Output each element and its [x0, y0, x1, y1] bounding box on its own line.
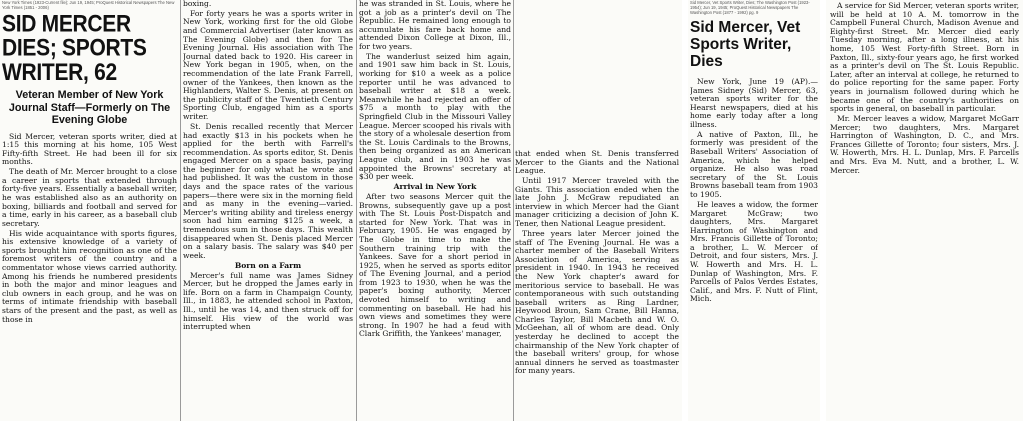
- nyt-source-line: New York Times (1923-Current file); Jun 19, 1945; ProQuest Historical Newspapers The New York Times (1851 - 2006): [2, 0, 175, 10]
- wapo-column: [690, 0, 818, 421]
- wapo-paragraph: He leaves a widow, the former Margaret McGraw; two daughters, Mrs. Margaret Harrington of Washington and Mrs. Francis Gillette of Toronto; a brother, L. W. Mercer of Detroit, and four sisters, Mrs. J. W. Howerth and Mrs. H. L. Dunlap of Washington, Mrs. F. Parcells of Palos Verdes Estates, Calif., and Mrs. F. Nutt of Flint, Mich.: [690, 199, 818, 304]
- nyt-column-2: [183, 0, 353, 421]
- nyt-paragraph: Three years later Mercer joined the staff of The Evening Journal. He was a charter member of the Baseball Writers Association of America, serving as president in 1940. In 1943 he received the New York chapter's award for meritorious service to baseball. He was contemporaneous with such outstanding baseball writers as Ring Lardner, Heywood Broun, Sam Crane, Bill Hanna, Charles Taylor, Bill Macbeth and W. O. McGeehan, all of whom are dead. Only yesterday he declined to accept the chairmanship of the New York chapter of the baseball writers' group, for whose annual dinners he served as toastmaster for many years.: [515, 228, 679, 376]
- nyt-paragraph: The wanderlust seized him again, and 1901 saw him back in St. Louis, working for $10 a week as a police reporter until he was advanced to baseball writer at $18 a week. Meanwhile he had rejected an offer of $75 a month to play with the Springfield Club in the Missouri Valley League. Mercer scooped his rivals with the story of a wholesale desertion from the St. Louis Cardinals to the Browns, then being organized as an American League club, and in 1903 he was appointed the Browns' secretary at $30 per week.: [359, 51, 511, 182]
- wapo-source-line: Sid Mercer, Vet Sports Writer, Dies; The Washington Post (1923-1954); Jun 19, 1945; ProQuest Historical Newspapers The Washington Post (1877 - 1992) pg. 9: [690, 0, 810, 15]
- nyt-paragraph: For forty years he was a sports writer in New York, working first for the old Globe and Commercial Advertiser (later known as The Evening Globe) and then for The Evening Journal. His association with The Journal dated back to 1920. His career in New York began in 1905, when, on the recommendation of the late Frank Farrell, owner of the Yankees, then known as the Highlanders, Walter S. Denis, at present on the publicity staff of the Twentieth Century Sporting Club, engaged him as a sports writer.: [183, 8, 353, 122]
- notice-paragraph: Mr. Mercer leaves a widow, Margaret McGarr Mercer; two daughters, Mrs. Margaret Harrington of Washington, D. C., and Mrs. Frances Gillette of Toronto; four sisters, Mrs. J. W. Howerth, Mrs. H. L. Dunlap, Mrs. F. Parcells and Mrs. Eva M. Nutt, and a brother, L. W. Mercer.: [830, 114, 1019, 175]
- nyt-subhead: Arrival in New York: [393, 182, 477, 192]
- nyt-paragraph: The death of Mr. Mercer brought to a close a career in sports that extended through forty-five years. Essentially a baseball writer, he was established also as an authority on boxing, billiards and football and served for a time, early in his career, as a baseball club secretary.: [2, 167, 177, 228]
- nyt-subheadline: Veteran Member of New York Journal Staff—Formerly on The Evening Globe: [8, 89, 171, 126]
- nyt-paragraph: he was stranded in St. Louis, where he got a job as a printer's devil on The Republic. He remained long enough to accumulate his fare back home and attended Dixon College at Dixon, Ill., for two years.: [359, 0, 511, 51]
- nyt-column-3: [359, 0, 511, 421]
- wapo-clipping: [688, 0, 820, 421]
- notice-column: [830, 2, 1019, 421]
- nyt-subhead: Born on a Farm: [234, 260, 302, 270]
- nyt-column-1: [2, 0, 177, 421]
- nyt-paragraph: Mercer's full name was James Sidney Mercer, but he dropped the James early in life. Born on a farm in Champaign County, Ill., in 1883, he attended school in Paxton, Ill., until he was 14, and then struck off for himself. His view of the world was interrupted when: [183, 270, 353, 332]
- column-rule: [513, 0, 514, 421]
- column-rule: [356, 0, 357, 421]
- nyt-headline: SID MERCER DIES; SPORTS WRITER, 62: [2, 10, 147, 86]
- wapo-paragraph: New York, June 19 (AP).—James Sidney (Sid) Mercer, 63, veteran sports writer for the Hearst newspapers, died at his home early today after a long illness.: [690, 77, 818, 129]
- nyt-paragraph: After two seasons Mercer quit the Browns, subsequently gave up a post with The St. Louis Post-Dispatch and started for New York. That was in February, 1905. He was engaged by The Globe in time to make the Southern training trip with the Yankees. Save for a short period in 1925, when he served as sports editor of The Evening Journal, and a period from 1923 to 1930, when he was the paper's boxing authority, Mercer devoted himself to writing and commenting on baseball. He had his own views and sometimes they were strong. In 1907 he had a feud with Clark Griffith, the Yankees' manager,: [359, 191, 511, 339]
- nyt-fragment: boxing.: [183, 0, 212, 8]
- nyt-paragraph: His wide acquaintance with sports figures, his extensive knowledge of a variety of sports brought him recognition as one of the foremost writers of the country and a commentator whose views carried authority. Among his friends he numbered presidents in both the major and minor leagues and club owners in each group, and he was on terms of intimate friendship with baseball stars of the present and the past, as well as those in: [2, 228, 177, 324]
- notice-clipping: [826, 0, 1023, 421]
- nyt-paragraph: that ended when St. Denis transferred Mercer to the Giants and the National League.: [515, 150, 679, 176]
- notice-paragraph: A service for Sid Mercer, veteran sports writer, will be held at 10 A. M. tomorrow in the Campbell Funeral Church, Madison Avenue and Eighty-first Street. Mr. Mercer died early Tuesday morning, after a long illness, at his home, 105 West Forty-fifth Street. Born in Paxton, Ill., sixty-four years ago, he first worked as a printer's devil on The St. Louis Republic. Later, after an interval at college, he returned to do police reporting for the same paper. Forty years in journalism followed during which he became one of the country's authorities on sports in general, on baseball in particular.: [830, 2, 1019, 114]
- wapo-paragraph: A native of Paxton, Ill., he formerly was president of the Baseball Writers' Association of America, which he helped organize. He also was road secretary of the St. Louis Browns baseball team from 1903 to 1905.: [690, 129, 818, 200]
- nyt-paragraph: Sid Mercer, veteran sports writer, died at 1:15 this morning at his home, 105 West Fifty-fifth Street. He had been ill for six months.: [2, 131, 177, 167]
- nyt-column-4: [515, 150, 679, 421]
- wapo-headline: Sid Mercer, Vet Sports Writer, Dies: [690, 19, 801, 70]
- column-rule: [180, 0, 181, 421]
- nyt-paragraph: St. Denis recalled recently that Mercer had exactly $13 in his pockets when he applied for the berth with Farrell's recommendation. As sports editor, St. Denis engaged Mercer on a space basis, paying the beginner for only what he wrote and had published. It was the custom in those days and the space rates of the various papers—there were six in the morning field and as many in the evening—varied. Mercer's writing ability and tireless energy soon had him earning $125 a week, a tremendous sum in those days. This wealth disappeared when St. Denis placed Mercer on a salary basis. The salary was $40 per week.: [183, 121, 353, 260]
- nyt-paragraph: Until 1917 Mercer traveled with the Giants. This association ended when the late John J. McGraw repudiated an interview in which Mercer had the Giant manager criticizing a decision of John K. Tener, then National League president.: [515, 176, 679, 229]
